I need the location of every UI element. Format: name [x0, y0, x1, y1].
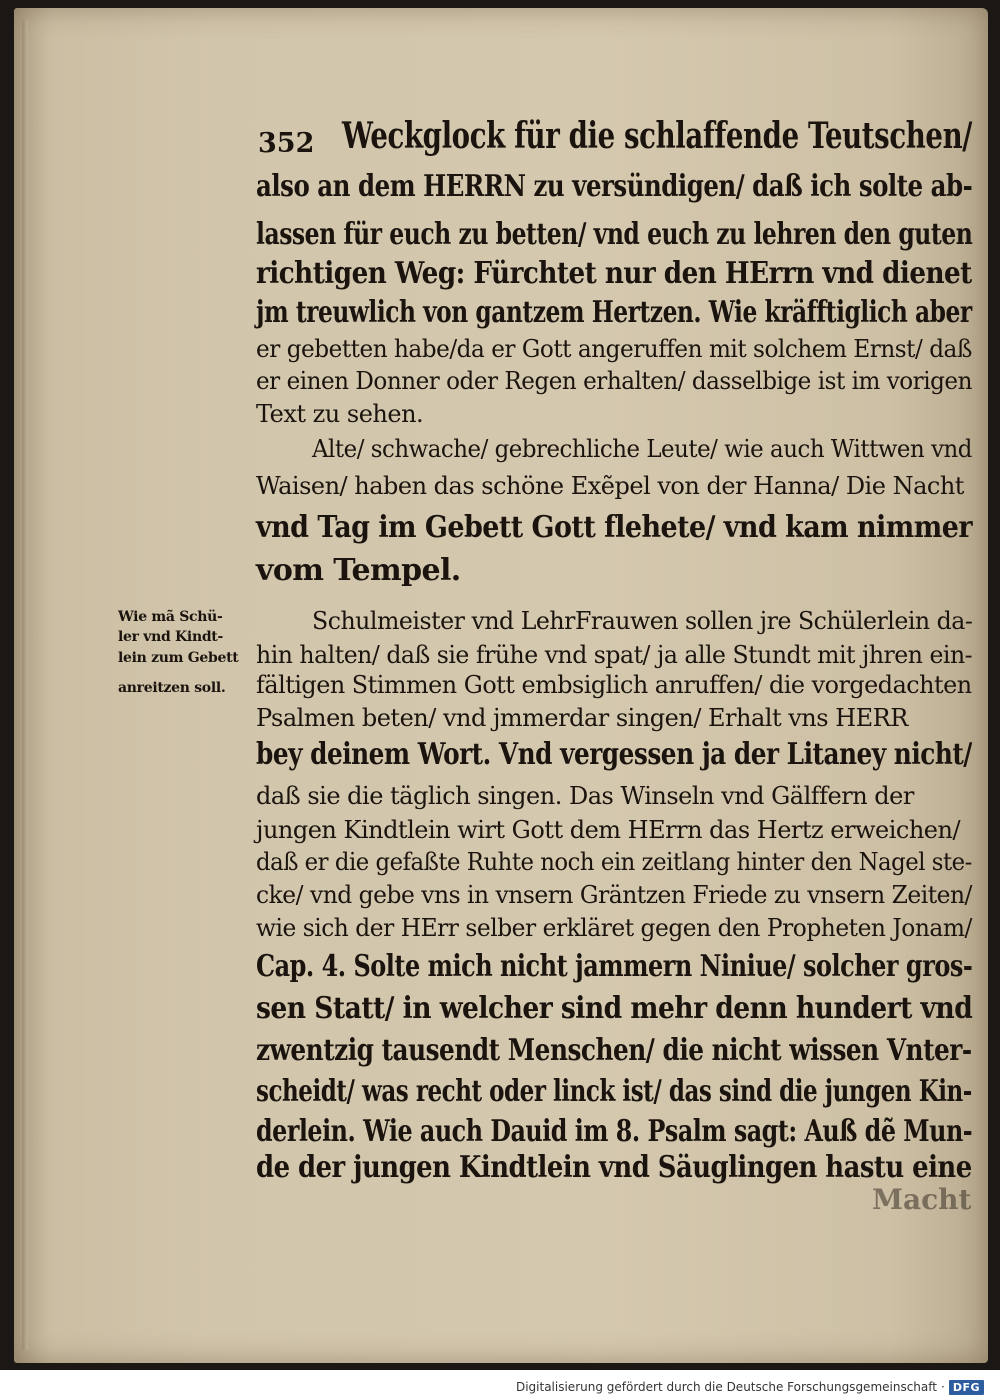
digitization-credit — [516, 1378, 984, 1396]
body-line: er einen Donner oder Regen erhalten/ dasselbige ist im vorigen — [256, 367, 972, 395]
credit-text: Digitalisierung gefördert durch die Deutsche Forschungsgemeinschaft — [515, 1380, 937, 1394]
page-number: 352 — [258, 128, 315, 159]
body-line: jungen Kindtlein wirt Gott dem HErrn das Hertz erweichen/ — [256, 816, 961, 844]
body-line: vom Tempel. — [256, 553, 461, 588]
running-title: Weckglock für die schlaffende Teutschen/ — [342, 115, 972, 157]
body-line: Waisen/ haben das schöne Exẽpel von der Hanna/ Die Nacht — [256, 472, 964, 500]
body-line: derlein. Wie auch Dauid im 8. Psalm sagt: Auß dẽ Mun- — [256, 1114, 973, 1149]
body-line: hin halten/ daß sie frühe vnd spat/ ja alle Stundt mit jhren ein- — [256, 641, 973, 669]
separator-dot: · — [940, 1380, 945, 1394]
body-line: cke/ vnd gebe vns in vnsern Gräntzen Friede zu vnsern Zeiten/ — [256, 881, 972, 909]
body-line: Alte/ schwache/ gebrechliche Leute/ wie auch Wittwen vnd — [312, 435, 972, 463]
body-line: vnd Tag im Gebett Gott flehete/ vnd kam nimmer — [256, 510, 972, 545]
page-gutter-shadow — [22, 20, 28, 1350]
body-line: lassen für euch zu betten/ vnd euch zu lehren den guten — [256, 217, 973, 252]
body-line: also an dem HERRN zu versündigen/ daß ich solte ab- — [256, 169, 973, 204]
body-line: Psalmen beten/ vnd jmmerdar singen/ Erhalt vns HERR — [256, 704, 908, 732]
margin-note-line: Wie mã Schü- — [118, 609, 223, 625]
dfg-logo-icon: DFG — [949, 1380, 984, 1395]
body-line: jm treuwlich von gantzem Hertzen. Wie kräfftiglich aber — [256, 295, 972, 330]
body-line: bey deinem Wort. Vnd vergessen ja der Litaney nicht/ — [256, 737, 972, 772]
body-line: wie sich der HErr selber erkläret gegen den Propheten Jonam/ — [256, 914, 972, 942]
body-line: Schulmeister vnd LehrFrauwen sollen jre Schülerlein da- — [312, 607, 973, 635]
body-line: fältigen Stimmen Gott embsiglich anruffen/ die vorgedachten — [256, 671, 972, 699]
body-line: scheidt/ was recht oder linck ist/ das sind die jungen Kin- — [256, 1074, 972, 1109]
body-line: er gebetten habe/da er Gott angeruffen mit solchem Ernst/ daß — [256, 335, 972, 363]
body-line: zwentzig tausendt Menschen/ die nicht wissen Vnter- — [256, 1033, 972, 1068]
body-line: richtigen Weg: Fürchtet nur den HErrn vnd dienet — [256, 256, 972, 291]
catchword: Macht — [872, 1183, 972, 1216]
margin-note-line: lein zum Gebett — [118, 650, 239, 666]
body-line: sen Statt/ in welcher sind mehr denn hundert vnd — [256, 991, 973, 1026]
margin-note-line: anreitzen soll. — [118, 680, 226, 696]
body-line: de der jungen Kindtlein vnd Säuglingen hastu eine — [256, 1150, 972, 1185]
body-line: daß er die gefaßte Ruhte noch ein zeitlang hinter den Nagel ste- — [256, 848, 972, 876]
body-line: Cap. 4. Solte mich nicht jammern Niniue/ solcher gros- — [256, 949, 973, 984]
margin-note-line: ler vnd Kindt- — [118, 629, 223, 645]
body-line: Text zu sehen. — [256, 400, 424, 428]
body-line: daß sie die täglich singen. Das Winseln vnd Gälffern der — [256, 782, 914, 810]
